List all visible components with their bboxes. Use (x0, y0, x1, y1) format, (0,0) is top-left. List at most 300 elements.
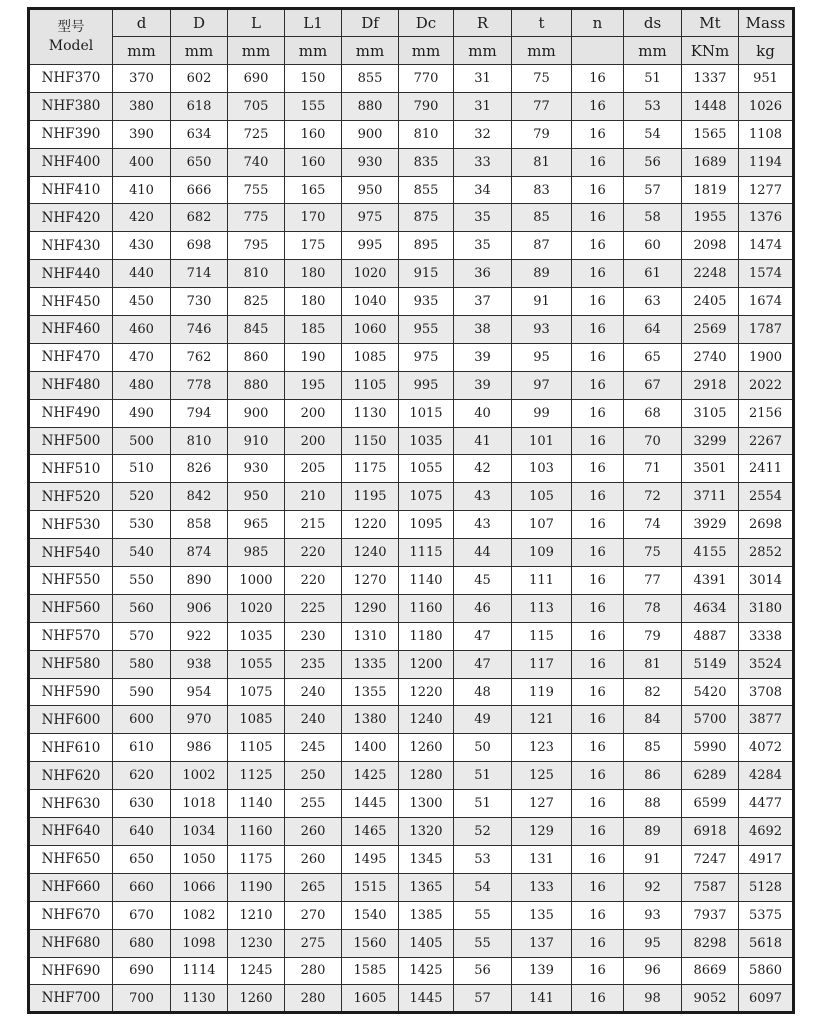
table-cell: 995 (342, 232, 399, 260)
table-cell: 6918 (682, 818, 739, 846)
table-cell: 6097 (739, 985, 794, 1013)
table-row (29, 594, 794, 622)
table-cell: 200 (285, 399, 342, 427)
table-cell: 930 (228, 455, 285, 483)
table-cell: 225 (285, 594, 342, 622)
table-cell: 380 (113, 92, 171, 120)
table-cell: 1075 (228, 678, 285, 706)
table-cell: 740 (228, 148, 285, 176)
table-cell: 109 (512, 539, 572, 567)
table-cell: 6289 (682, 762, 739, 790)
table-cell: 99 (512, 399, 572, 427)
table-row (29, 92, 794, 120)
table-cell: 1270 (342, 567, 399, 595)
column-unit-dc: mm (399, 37, 454, 65)
model-cell: NHF510 (29, 455, 113, 483)
table-cell: 855 (399, 176, 454, 204)
table-cell: 89 (512, 260, 572, 288)
model-cell: NHF550 (29, 567, 113, 595)
model-cell: NHF460 (29, 316, 113, 344)
table-cell: 842 (171, 483, 228, 511)
table-cell: 634 (171, 120, 228, 148)
model-cell: NHF530 (29, 511, 113, 539)
table-cell: 1050 (171, 845, 228, 873)
table-cell: 835 (399, 148, 454, 176)
table-cell: 1425 (399, 957, 454, 985)
table-cell: 51 (454, 790, 512, 818)
table-cell: 680 (113, 929, 171, 957)
table-cell: 698 (171, 232, 228, 260)
table-cell: 825 (228, 288, 285, 316)
table-cell: 8298 (682, 929, 739, 957)
table-cell: 1194 (739, 148, 794, 176)
model-cell: NHF450 (29, 288, 113, 316)
table-cell: 1819 (682, 176, 739, 204)
table-cell: 9052 (682, 985, 739, 1013)
table-cell: 175 (285, 232, 342, 260)
table-cell: 1540 (342, 901, 399, 929)
table-cell: 895 (399, 232, 454, 260)
table-cell: 16 (572, 232, 624, 260)
table-cell: 1320 (399, 818, 454, 846)
table-row (29, 650, 794, 678)
table-cell: 96 (624, 957, 682, 985)
table-cell: 1035 (228, 622, 285, 650)
table-cell: 51 (624, 65, 682, 93)
table-cell: 16 (572, 678, 624, 706)
column-unit-t: mm (512, 37, 572, 65)
table-cell: 510 (113, 455, 171, 483)
table-cell: 755 (228, 176, 285, 204)
table-cell: 440 (113, 260, 171, 288)
table-cell: 794 (171, 399, 228, 427)
table-cell: 155 (285, 92, 342, 120)
table-cell: 1380 (342, 706, 399, 734)
table-cell: 68 (624, 399, 682, 427)
table-cell: 55 (454, 929, 512, 957)
table-cell: 460 (113, 316, 171, 344)
table-cell: 16 (572, 176, 624, 204)
table-cell: 2248 (682, 260, 739, 288)
table-cell: 16 (572, 734, 624, 762)
table-cell: 16 (572, 845, 624, 873)
table-cell: 2022 (739, 371, 794, 399)
table-cell: 16 (572, 399, 624, 427)
column-header-l1: L1 (285, 9, 342, 37)
column-unit-d: mm (113, 37, 171, 65)
table-cell: 580 (113, 650, 171, 678)
table-cell: 205 (285, 455, 342, 483)
table-row (29, 316, 794, 344)
table-cell: 1385 (399, 901, 454, 929)
table-cell: 1190 (228, 873, 285, 901)
table-cell: 1105 (342, 371, 399, 399)
table-cell: 245 (285, 734, 342, 762)
table-cell: 5128 (739, 873, 794, 901)
table-cell: 81 (624, 650, 682, 678)
model-cell: NHF670 (29, 901, 113, 929)
column-header-d: D (171, 9, 228, 37)
table-cell: 56 (454, 957, 512, 985)
table-cell: 160 (285, 148, 342, 176)
table-cell: 16 (572, 260, 624, 288)
table-cell: 610 (113, 734, 171, 762)
table-cell: 650 (113, 845, 171, 873)
table-cell: 38 (454, 316, 512, 344)
table-cell: 1060 (342, 316, 399, 344)
table-cell: 16 (572, 901, 624, 929)
table-cell: 43 (454, 483, 512, 511)
table-cell: 280 (285, 985, 342, 1013)
column-unit-l: mm (228, 37, 285, 65)
table-row (29, 622, 794, 650)
table-cell: 875 (399, 204, 454, 232)
table-cell: 470 (113, 343, 171, 371)
column-header-d: d (113, 9, 171, 37)
table-cell: 5990 (682, 734, 739, 762)
table-cell: 874 (171, 539, 228, 567)
table-cell: 778 (171, 371, 228, 399)
column-unit-n (572, 37, 624, 65)
table-cell: 4391 (682, 567, 739, 595)
table-cell: 858 (171, 511, 228, 539)
table-cell: 1150 (342, 427, 399, 455)
table-cell: 1300 (399, 790, 454, 818)
column-unit-ds: mm (624, 37, 682, 65)
table-cell: 32 (454, 120, 512, 148)
table-cell: 41 (454, 427, 512, 455)
table-cell: 795 (228, 232, 285, 260)
table-row (29, 957, 794, 985)
table-cell: 1448 (682, 92, 739, 120)
table-cell: 40 (454, 399, 512, 427)
table-cell: 48 (454, 678, 512, 706)
table-cell: 1405 (399, 929, 454, 957)
column-header-n: n (572, 9, 624, 37)
table-cell: 2405 (682, 288, 739, 316)
table-cell: 2918 (682, 371, 739, 399)
model-cell: NHF580 (29, 650, 113, 678)
table-row (29, 148, 794, 176)
table-cell: 53 (454, 845, 512, 873)
table-cell: 3105 (682, 399, 739, 427)
table-row (29, 371, 794, 399)
table-cell: 86 (624, 762, 682, 790)
table-cell: 995 (399, 371, 454, 399)
table-cell: 98 (624, 985, 682, 1013)
table-cell: 63 (624, 288, 682, 316)
table-cell: 2852 (739, 539, 794, 567)
model-cell: NHF420 (29, 204, 113, 232)
column-header-dc: Dc (399, 9, 454, 37)
table-cell: 270 (285, 901, 342, 929)
table-cell: 1277 (739, 176, 794, 204)
table-cell: 16 (572, 511, 624, 539)
table-cell: 1098 (171, 929, 228, 957)
table-cell: 1195 (342, 483, 399, 511)
table-cell: 1787 (739, 316, 794, 344)
table-cell: 1210 (228, 901, 285, 929)
table-cell: 105 (512, 483, 572, 511)
table-cell: 190 (285, 343, 342, 371)
table-cell: 91 (624, 845, 682, 873)
table-cell: 1075 (399, 483, 454, 511)
table-cell: 3501 (682, 455, 739, 483)
table-cell: 1245 (228, 957, 285, 985)
model-cell: NHF590 (29, 678, 113, 706)
table-cell: 1240 (399, 706, 454, 734)
table-row (29, 232, 794, 260)
model-cell: NHF410 (29, 176, 113, 204)
table-cell: 220 (285, 539, 342, 567)
table-cell: 810 (171, 427, 228, 455)
model-cell: NHF380 (29, 92, 113, 120)
table-row (29, 288, 794, 316)
table-cell: 810 (399, 120, 454, 148)
table-cell: 620 (113, 762, 171, 790)
table-cell: 46 (454, 594, 512, 622)
table-cell: 37 (454, 288, 512, 316)
table-cell: 165 (285, 176, 342, 204)
table-cell: 730 (171, 288, 228, 316)
table-cell: 180 (285, 260, 342, 288)
table-cell: 16 (572, 204, 624, 232)
table-cell: 1365 (399, 873, 454, 901)
table-cell: 3299 (682, 427, 739, 455)
table-cell: 520 (113, 483, 171, 511)
header-unit-row (29, 37, 794, 65)
table-row (29, 706, 794, 734)
table-cell: 775 (228, 204, 285, 232)
table-cell: 1310 (342, 622, 399, 650)
table-cell: 2740 (682, 343, 739, 371)
table-cell: 150 (285, 65, 342, 93)
table-cell: 1085 (342, 343, 399, 371)
table-cell: 1114 (171, 957, 228, 985)
column-unit-mass: kg (739, 37, 794, 65)
table-cell: 8669 (682, 957, 739, 985)
table-cell: 79 (624, 622, 682, 650)
table-cell: 83 (512, 176, 572, 204)
table-cell: 81 (512, 148, 572, 176)
table-cell: 58 (624, 204, 682, 232)
table-cell: 16 (572, 455, 624, 483)
table-cell: 54 (454, 873, 512, 901)
table-cell: 1220 (399, 678, 454, 706)
table-cell: 1026 (739, 92, 794, 120)
table-cell: 34 (454, 176, 512, 204)
table-cell: 1115 (399, 539, 454, 567)
table-cell: 77 (512, 92, 572, 120)
table-cell: 955 (399, 316, 454, 344)
column-unit-r: mm (454, 37, 512, 65)
table-cell: 2267 (739, 427, 794, 455)
table-cell: 540 (113, 539, 171, 567)
table-cell: 1515 (342, 873, 399, 901)
table-cell: 1425 (342, 762, 399, 790)
header-label-row (29, 9, 794, 37)
table-cell: 1290 (342, 594, 399, 622)
table-cell: 54 (624, 120, 682, 148)
table-cell: 280 (285, 957, 342, 985)
table-cell: 1130 (342, 399, 399, 427)
table-cell: 4692 (739, 818, 794, 846)
table-cell: 265 (285, 873, 342, 901)
model-cell: NHF400 (29, 148, 113, 176)
table-cell: 16 (572, 148, 624, 176)
table-cell: 3180 (739, 594, 794, 622)
table-cell: 1585 (342, 957, 399, 985)
table-cell: 35 (454, 204, 512, 232)
table-cell: 195 (285, 371, 342, 399)
table-cell: 16 (572, 343, 624, 371)
table-cell: 1355 (342, 678, 399, 706)
table-cell: 1900 (739, 343, 794, 371)
table-cell: 79 (512, 120, 572, 148)
table-cell: 530 (113, 511, 171, 539)
model-cell: NHF600 (29, 706, 113, 734)
table-cell: 74 (624, 511, 682, 539)
model-cell: NHF440 (29, 260, 113, 288)
table-cell: 78 (624, 594, 682, 622)
table-cell: 16 (572, 483, 624, 511)
table-cell: 16 (572, 818, 624, 846)
table-cell: 450 (113, 288, 171, 316)
table-cell: 49 (454, 706, 512, 734)
table-cell: 3524 (739, 650, 794, 678)
table-cell: 16 (572, 371, 624, 399)
table-cell: 5860 (739, 957, 794, 985)
table-cell: 260 (285, 818, 342, 846)
table-cell: 93 (624, 901, 682, 929)
table-cell: 1020 (228, 594, 285, 622)
table-row (29, 260, 794, 288)
table-cell: 910 (228, 427, 285, 455)
table-cell: 2411 (739, 455, 794, 483)
table-cell: 121 (512, 706, 572, 734)
table-cell: 3711 (682, 483, 739, 511)
table-cell: 47 (454, 650, 512, 678)
table-row (29, 176, 794, 204)
table-cell: 250 (285, 762, 342, 790)
table-row (29, 455, 794, 483)
table-cell: 42 (454, 455, 512, 483)
table-cell: 1260 (399, 734, 454, 762)
table-cell: 570 (113, 622, 171, 650)
table-cell: 1574 (739, 260, 794, 288)
table-cell: 906 (171, 594, 228, 622)
table-cell: 125 (512, 762, 572, 790)
table-cell: 16 (572, 120, 624, 148)
table-cell: 1605 (342, 985, 399, 1013)
column-unit-mt: KNm (682, 37, 739, 65)
table-cell: 810 (228, 260, 285, 288)
table-cell: 4634 (682, 594, 739, 622)
table-cell: 1955 (682, 204, 739, 232)
table-cell: 2554 (739, 483, 794, 511)
table-cell: 131 (512, 845, 572, 873)
table-cell: 1130 (171, 985, 228, 1013)
table-cell: 44 (454, 539, 512, 567)
model-cell: NHF690 (29, 957, 113, 985)
table-cell: 72 (624, 483, 682, 511)
table-cell: 4072 (739, 734, 794, 762)
table-row (29, 567, 794, 595)
table-cell: 1018 (171, 790, 228, 818)
table-cell: 480 (113, 371, 171, 399)
table-cell: 3877 (739, 706, 794, 734)
table-cell: 922 (171, 622, 228, 650)
table-cell: 87 (512, 232, 572, 260)
model-cell: NHF650 (29, 845, 113, 873)
table-cell: 1260 (228, 985, 285, 1013)
table-cell: 255 (285, 790, 342, 818)
model-cell: NHF570 (29, 622, 113, 650)
table-cell: 127 (512, 790, 572, 818)
table-cell: 590 (113, 678, 171, 706)
table-cell: 4887 (682, 622, 739, 650)
table-cell: 1055 (228, 650, 285, 678)
table-cell: 951 (739, 65, 794, 93)
table-cell: 95 (624, 929, 682, 957)
table-cell: 2098 (682, 232, 739, 260)
table-cell: 400 (113, 148, 171, 176)
table-cell: 16 (572, 427, 624, 455)
table-cell: 16 (572, 288, 624, 316)
table-cell: 65 (624, 343, 682, 371)
column-unit-d: mm (171, 37, 228, 65)
table-cell: 113 (512, 594, 572, 622)
table-cell: 135 (512, 901, 572, 929)
column-header-ds: ds (624, 9, 682, 37)
table-cell: 915 (399, 260, 454, 288)
table-cell: 2569 (682, 316, 739, 344)
table-cell: 618 (171, 92, 228, 120)
table-cell: 95 (512, 343, 572, 371)
column-header-r: R (454, 9, 512, 37)
table-cell: 70 (624, 427, 682, 455)
table-cell: 1465 (342, 818, 399, 846)
table-cell: 370 (113, 65, 171, 93)
table-cell: 1689 (682, 148, 739, 176)
table-cell: 560 (113, 594, 171, 622)
table-row (29, 483, 794, 511)
table-row (29, 427, 794, 455)
table-cell: 16 (572, 706, 624, 734)
table-cell: 16 (572, 622, 624, 650)
column-header-mt: Mt (682, 9, 739, 37)
table-cell: 420 (113, 204, 171, 232)
table-cell: 160 (285, 120, 342, 148)
table-cell: 1175 (342, 455, 399, 483)
table-cell: 6599 (682, 790, 739, 818)
table-cell: 930 (342, 148, 399, 176)
table-cell: 1180 (399, 622, 454, 650)
table-cell: 260 (285, 845, 342, 873)
table-cell: 965 (228, 511, 285, 539)
table-cell: 103 (512, 455, 572, 483)
table-cell: 1280 (399, 762, 454, 790)
table-cell: 88 (624, 790, 682, 818)
table-cell: 890 (171, 567, 228, 595)
table-cell: 16 (572, 985, 624, 1013)
table-cell: 84 (624, 706, 682, 734)
table-cell: 1034 (171, 818, 228, 846)
table-cell: 57 (454, 985, 512, 1013)
table-cell: 1345 (399, 845, 454, 873)
table-cell: 107 (512, 511, 572, 539)
table-cell: 47 (454, 622, 512, 650)
